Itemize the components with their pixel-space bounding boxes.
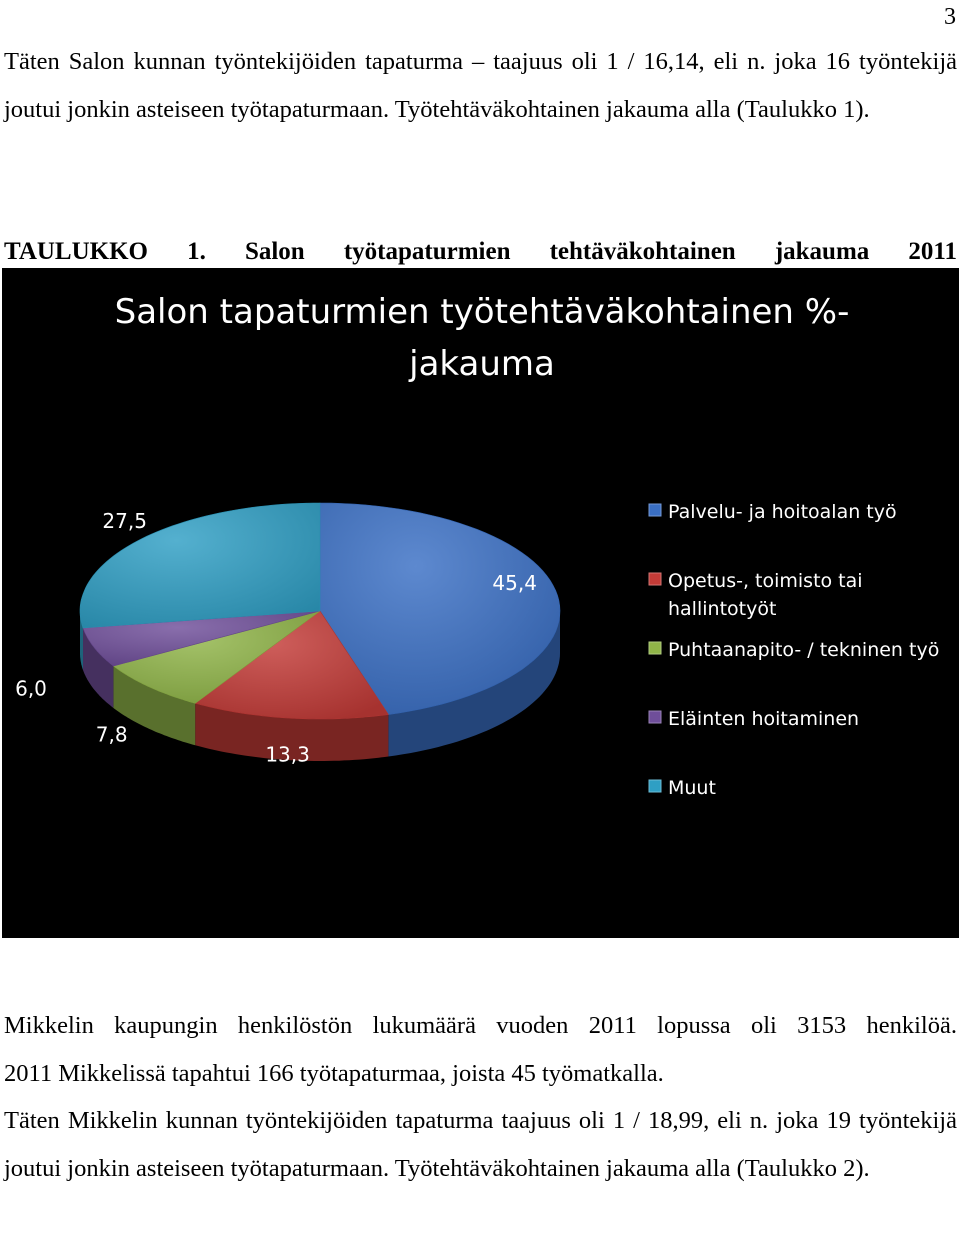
legend-swatch: [649, 504, 661, 516]
legend-item: [649, 708, 859, 730]
legend-label: Opetus-, toimisto tai: [668, 570, 863, 592]
legend-label: Palvelu- ja hoitoalan työ: [668, 501, 897, 523]
chart-title-line: jakauma: [409, 344, 555, 384]
paragraph-mikkeli-staff: Mikkelin kaupungin henkilöstön lukumäärä vuoden 2011 lopussa oli 3153 henkilöä.: [4, 1012, 957, 1039]
chart-legend: [649, 501, 939, 799]
paragraph-salo-frequency: Täten Salon kunnan työntekijöiden tapaturma – taajuus oli 1 / 16,14, eli n. joka 16 työntekijä joutui jonkin asteiseen työtapaturmaan. Työtehtäväkohtainen jakauma alla (Taulukko 1).: [4, 48, 957, 123]
legend-swatch: [649, 642, 661, 654]
pie-chart-svg: [2, 268, 959, 938]
legend-item: [649, 501, 897, 523]
legend-swatch: [649, 573, 661, 585]
chart-title: [115, 292, 850, 384]
table-caption: TAULUKKO 1. Salon työtapaturmien tehtäväkohtainen jakauma 2011: [4, 238, 957, 265]
legend-label: Muut: [668, 777, 716, 799]
paragraph-mikkeli-frequency: Täten Mikkelin kunnan työntekijöiden tapaturma taajuus oli 1 / 18,99, eli n. joka 19 työntekijä joutui jonkin asteiseen työtapaturmaan. Työtehtäväkohtainen jakauma alla (Taulukko 2).: [4, 1107, 957, 1182]
page-number: 3: [944, 4, 956, 30]
legend-label: hallintotyöt: [668, 598, 777, 620]
pie-chart: [2, 268, 959, 938]
pie-data-label: 13,3: [265, 742, 310, 767]
pie-data-label: 27,5: [102, 508, 147, 533]
pie-data-label: 45,4: [492, 571, 537, 596]
legend-label: Eläinten hoitaminen: [668, 708, 860, 730]
legend-label: Puhtaanapito- / tekninen työ: [668, 639, 940, 661]
legend-item: [649, 570, 863, 620]
legend-item: [649, 639, 939, 661]
pie-data-label: 7,8: [95, 722, 128, 747]
chart-title-line: Salon tapaturmien työtehtäväkohtainen %-: [114, 292, 850, 332]
pie-slices: [80, 503, 560, 719]
pie-data-label: 6,0: [15, 676, 47, 701]
paragraph-mikkeli-accidents: 2011 Mikkelissä tapahtui 166 työtapaturmaa, joista 45 työmatkalla.: [4, 1060, 664, 1087]
legend-item: [649, 777, 716, 799]
legend-swatch: [649, 780, 661, 792]
legend-swatch: [649, 711, 661, 723]
